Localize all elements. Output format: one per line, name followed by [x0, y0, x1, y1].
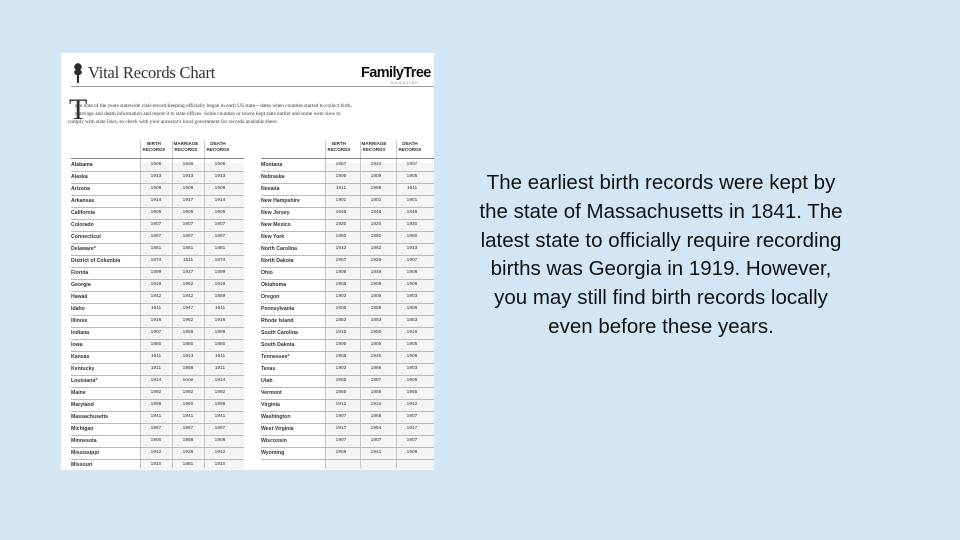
- birth-records-year: 1916: [150, 318, 162, 323]
- table-row: [261, 315, 434, 327]
- death-records-year: 1898: [214, 402, 226, 407]
- marriage-records-year: 1913: [182, 174, 194, 179]
- table-row: [71, 159, 244, 171]
- marriage-records-year: 1881: [182, 462, 194, 467]
- column-header: DEATH RECORDS: [398, 141, 422, 152]
- table-row: [261, 399, 434, 411]
- state-name: Washington: [261, 414, 291, 420]
- death-records-year: 1859: [214, 294, 226, 299]
- death-records-year: 1907: [406, 162, 418, 167]
- death-records-year: 1907: [406, 438, 418, 443]
- marriage-records-year: 1897: [182, 234, 194, 239]
- birth-records-year: 1906: [335, 306, 347, 311]
- state-name: Nevada: [261, 186, 280, 192]
- death-records-year: 1919: [214, 282, 226, 287]
- state-name: Alaska: [71, 174, 88, 180]
- marriage-records-year: 1943: [370, 162, 382, 167]
- birth-records-year: 1917: [335, 426, 347, 431]
- birth-records-year: 1898: [150, 402, 162, 407]
- death-records-year: 1899: [214, 330, 226, 335]
- state-name: Montana: [261, 162, 283, 168]
- birth-records-year: 1842: [150, 294, 162, 299]
- table-row: [71, 231, 244, 243]
- state-name: Delaware*: [71, 246, 96, 252]
- state-name: New Mexico: [261, 222, 291, 228]
- birth-records-year: 1912: [335, 402, 347, 407]
- state-name: Nebraska: [261, 174, 285, 180]
- death-records-year: 1905: [214, 210, 226, 215]
- death-records-year: 1897: [214, 426, 226, 431]
- birth-records-year: 1914: [150, 378, 162, 383]
- birth-records-year: 1874: [150, 258, 162, 263]
- state-name: Alabama: [71, 162, 93, 168]
- birth-records-year: 1907: [335, 258, 347, 263]
- state-name: Texas: [261, 366, 276, 372]
- brand-subtitle: MAGAZINE: [391, 81, 419, 85]
- birth-records-year: 1908: [335, 282, 347, 287]
- table-row: [261, 351, 434, 363]
- death-records-year: 1880: [214, 342, 226, 347]
- table-row: [261, 435, 434, 447]
- birth-records-year: 1913: [335, 246, 347, 251]
- birth-records-year: 1920: [335, 222, 347, 227]
- marriage-records-year: 1853: [370, 318, 382, 323]
- birth-records-year: 1909: [335, 450, 347, 455]
- death-records-year: 1905: [406, 174, 418, 179]
- state-name: Ohio: [261, 270, 273, 276]
- table-row: [261, 159, 434, 171]
- state-name: Massachusetts: [71, 414, 109, 420]
- death-records-year: 1848: [406, 210, 418, 215]
- death-records-year: 1913: [406, 246, 418, 251]
- state-name: California: [71, 210, 95, 216]
- state-name: Maryland: [71, 402, 94, 408]
- birth-records-year: 1905: [335, 174, 347, 179]
- marriage-records-year: 1947: [182, 306, 194, 311]
- table-row: [71, 459, 244, 470]
- state-name: Connecticut: [71, 234, 101, 240]
- marriage-records-year: 1912: [370, 402, 382, 407]
- table-row: [71, 279, 244, 291]
- chart-title: Vital Records Chart: [88, 63, 216, 82]
- state-name: Colorado: [71, 222, 94, 228]
- table-row: [261, 327, 434, 339]
- death-records-year: 1897: [214, 234, 226, 239]
- brand-logo: FamilyTree: [361, 65, 431, 81]
- death-records-year: 1908: [406, 282, 418, 287]
- state-name: West Virginia: [261, 426, 294, 432]
- death-records-year: 1908: [214, 162, 226, 167]
- intro-paragraph: [68, 102, 433, 126]
- birth-records-year: 1911: [150, 354, 162, 359]
- table-row: [261, 171, 434, 183]
- death-records-year: 1905: [406, 378, 418, 383]
- marriage-records-year: 1949: [370, 270, 382, 275]
- state-name: Mississippi: [71, 450, 99, 456]
- death-records-year: 1907: [406, 414, 418, 419]
- birth-records-year: 1880: [335, 234, 347, 239]
- death-records-year: 1911: [406, 186, 418, 191]
- death-records-year: 1910: [214, 462, 226, 467]
- state-name: Oregon: [261, 294, 280, 300]
- state-name: Maine: [71, 390, 86, 396]
- birth-records-year: 1897: [150, 234, 162, 239]
- intro-line: marriage and death information and report it to state offices. Some counties or towns kept stats earlier and some were slow to: [75, 111, 341, 117]
- chart-header: [71, 59, 215, 87]
- birth-records-year: 1901: [335, 198, 347, 203]
- marriage-records-year: 1962: [182, 318, 194, 323]
- death-records-year: 1909: [214, 186, 226, 191]
- table-row: [261, 375, 434, 387]
- marriage-records-year: 1909: [370, 174, 382, 179]
- column-header: DEATH RECORDS: [206, 141, 230, 152]
- marriage-records-year: 1917: [182, 198, 194, 203]
- table-row: [261, 183, 434, 195]
- death-records-year: 1920: [406, 222, 418, 227]
- table-row: [71, 171, 244, 183]
- marriage-records-year: 1905: [182, 210, 194, 215]
- marriage-records-year: 1936: [182, 162, 194, 167]
- marriage-records-year: 1887: [370, 378, 382, 383]
- header-divider: [261, 158, 434, 159]
- state-name: Kentucky: [71, 366, 95, 372]
- birth-records-year: 1907: [335, 162, 347, 167]
- state-name: North Dakota: [261, 258, 294, 264]
- marriage-records-year: 1867: [182, 426, 194, 431]
- table-row: [71, 327, 244, 339]
- death-records-year: 1908: [406, 354, 418, 359]
- vital-records-chart-image: [61, 53, 434, 470]
- birth-records-year: 1908: [335, 270, 347, 275]
- birth-records-year: 1955: [335, 390, 347, 395]
- birth-records-year: 1910: [150, 462, 162, 467]
- birth-records-year: 1905: [150, 210, 162, 215]
- marriage-records-year: 1955: [370, 390, 382, 395]
- state-name: Minnesota: [71, 438, 97, 444]
- table-row: [71, 399, 244, 411]
- birth-records-year: 1867: [150, 426, 162, 431]
- marriage-records-year: 1811: [182, 258, 194, 263]
- marriage-records-year: 1950: [182, 402, 194, 407]
- table-row: [261, 411, 434, 423]
- death-records-year: 1906: [406, 306, 418, 311]
- column-header: MARRIAGE RECORDS: [173, 141, 199, 152]
- state-name: Wisconsin: [261, 438, 287, 444]
- state-name: Illinois: [71, 318, 88, 324]
- table-row: [71, 207, 244, 219]
- table-row: [71, 183, 244, 195]
- table-row: [261, 267, 434, 279]
- birth-records-year: 1905: [335, 342, 347, 347]
- table-row: [261, 303, 434, 315]
- state-name: District of Columbia: [71, 258, 121, 264]
- table-row: [261, 423, 434, 435]
- table-row: [71, 375, 244, 387]
- state-name: South Carolina: [261, 330, 298, 336]
- state-name: Arkansas: [71, 198, 95, 204]
- state-name: Oklahoma: [261, 282, 287, 288]
- death-records-year: 1841: [214, 414, 226, 419]
- state-name: New Hampshire: [261, 198, 300, 204]
- birth-records-year: 1841: [150, 414, 162, 419]
- state-name: Virginia: [261, 402, 280, 408]
- table-row: [71, 267, 244, 279]
- birth-records-year: 1908: [150, 162, 162, 167]
- table-row: [261, 195, 434, 207]
- state-name: Louisiana*: [71, 378, 98, 384]
- death-records-year: 1955: [406, 390, 418, 395]
- table-row: [261, 387, 434, 399]
- marriage-records-year: 1880: [370, 234, 382, 239]
- birth-records-year: 1905: [335, 378, 347, 383]
- birth-records-year: 1907: [150, 330, 162, 335]
- state-name: Vermont: [261, 390, 282, 396]
- death-records-year: 1880: [406, 234, 418, 239]
- birth-records-year: 1900: [150, 438, 162, 443]
- birth-records-year: 1903: [335, 366, 347, 371]
- death-records-year: 1911: [214, 366, 226, 371]
- intro-line: comply with state laws, so check with your ancestor's local government for records available there.: [68, 119, 278, 125]
- death-records-year: 1915: [406, 330, 418, 335]
- state-name: Arizona: [71, 186, 91, 192]
- marriage-records-year: 1906: [370, 294, 382, 299]
- state-name: Pennsylvania: [261, 306, 295, 312]
- death-records-year: 1874: [214, 258, 226, 263]
- marriage-records-year: 1913: [182, 354, 194, 359]
- table-row: [261, 207, 434, 219]
- table-row: [71, 315, 244, 327]
- state-name: Georgia: [71, 282, 91, 288]
- table-row: [261, 255, 434, 267]
- table-row: [71, 291, 244, 303]
- table-row: [261, 279, 434, 291]
- state-name: North Carolina: [261, 246, 298, 252]
- table-row: [71, 411, 244, 423]
- table-row: [71, 363, 244, 375]
- death-records-year: 1907: [406, 258, 418, 263]
- birth-records-year: 1911: [150, 366, 162, 371]
- marriage-records-year: 1958: [182, 330, 194, 335]
- death-records-year: 1901: [406, 198, 418, 203]
- slide-caption: The earliest birth records were kept by the state of Massachusetts in 1841. The latest state to officially require recording births was Georgia in 1919. However, you may still find birth records locally even before these years.: [479, 171, 843, 338]
- marriage-records-year: 1941: [370, 450, 382, 455]
- death-records-year: 1916: [214, 318, 226, 323]
- row-divider: [261, 459, 434, 460]
- birth-records-year: 1919: [150, 282, 162, 287]
- marriage-records-year: 1920: [370, 222, 382, 227]
- marriage-records-year: 1964: [370, 426, 382, 431]
- marriage-records-year: 1880: [182, 342, 194, 347]
- column-header: BIRTH RECORDS: [142, 141, 166, 152]
- death-records-year: 1917: [406, 426, 418, 431]
- state-name: New Jersey: [261, 210, 290, 216]
- state-name: Michigan: [71, 426, 94, 432]
- table-row: [261, 291, 434, 303]
- birth-records-year: 1909: [150, 186, 162, 191]
- death-records-year: 1899: [214, 270, 226, 275]
- marriage-records-year: 1892: [182, 390, 194, 395]
- birth-records-year: 1912: [150, 450, 162, 455]
- death-records-year: 1881: [214, 246, 226, 251]
- marriage-records-year: 1926: [182, 450, 194, 455]
- marriage-records-year: 1962: [370, 246, 382, 251]
- birth-records-year: 1899: [150, 270, 162, 275]
- marriage-records-year: 1841: [182, 414, 194, 419]
- birth-records-year: 1853: [335, 318, 347, 323]
- state-name: Indiana: [71, 330, 90, 336]
- table-row: [261, 231, 434, 243]
- death-records-year: 1912: [406, 402, 418, 407]
- birth-records-year: 1892: [150, 390, 162, 395]
- state-name: Iowa: [71, 342, 83, 348]
- table-row: [71, 423, 244, 435]
- death-records-year: 1903: [406, 366, 418, 371]
- marriage-records-year: 1861: [182, 246, 194, 251]
- birth-records-year: 1911: [150, 306, 162, 311]
- birth-records-year: 1911: [335, 186, 347, 191]
- marriage-records-year: 1952: [182, 282, 194, 287]
- death-records-year: 1909: [406, 450, 418, 455]
- state-name: Missouri: [71, 462, 93, 468]
- state-name: Wyoming: [261, 450, 285, 456]
- table-row: [71, 243, 244, 255]
- birth-records-year: 1861: [150, 246, 162, 251]
- death-records-year: 1911: [214, 354, 226, 359]
- marriage-records-year: 1968: [370, 414, 382, 419]
- table-row: [261, 243, 434, 255]
- table-row: [71, 255, 244, 267]
- marriage-records-year: 1958: [182, 366, 194, 371]
- table-row: [71, 387, 244, 399]
- family-tree-logo-icon: [71, 62, 85, 84]
- birth-records-year: 1907: [150, 222, 162, 227]
- state-name: New York: [261, 234, 285, 240]
- death-records-year: 1892: [214, 390, 226, 395]
- column-header: BIRTH RECORDS: [327, 141, 351, 152]
- state-name: South Dakota: [261, 342, 295, 348]
- birth-records-year: 1915: [335, 330, 347, 335]
- table-row: [71, 351, 244, 363]
- column-header: MARRIAGE RECORDS: [361, 141, 387, 152]
- table-row: [71, 447, 244, 459]
- death-records-year: 1905: [406, 342, 418, 347]
- table-row: [261, 447, 434, 459]
- intro-line: ake note of the years statewide vital-record-keeping officially began in each US state—dates when counties started to collect birth,: [75, 103, 352, 109]
- death-records-year: 1853: [406, 318, 418, 323]
- state-name: Idaho: [71, 306, 85, 312]
- birth-records-year: 1907: [335, 438, 347, 443]
- table-row: [261, 363, 434, 375]
- marriage-records-year: 1907: [370, 438, 382, 443]
- marriage-records-year: 1908: [370, 282, 382, 287]
- marriage-records-year: 1909: [182, 186, 194, 191]
- marriage-records-year: 1927: [182, 270, 194, 275]
- birth-records-year: 1903: [335, 294, 347, 299]
- marriage-records-year: 1842: [182, 294, 194, 299]
- state-name: Kansas: [71, 354, 90, 360]
- marriage-records-year: 1968: [370, 186, 382, 191]
- marriage-records-year: 1950: [370, 330, 382, 335]
- table-row: [71, 339, 244, 351]
- header-rule: [71, 86, 434, 87]
- state-name: Rhode Island: [261, 318, 294, 324]
- death-records-year: 1907: [214, 222, 226, 227]
- table-row: [261, 339, 434, 351]
- marriage-records-year: 1907: [182, 222, 194, 227]
- state-name: Tennessee*: [261, 354, 290, 360]
- state-name: Hawaii: [71, 294, 88, 300]
- intro-dropcap: T: [69, 93, 88, 126]
- death-records-year: 1914: [214, 198, 226, 203]
- death-records-year: 1908: [214, 438, 226, 443]
- marriage-records-year: none: [182, 378, 194, 383]
- table-row: [71, 219, 244, 231]
- marriage-records-year: 1901: [370, 198, 382, 203]
- death-records-year: 1908: [406, 270, 418, 275]
- death-records-year: 1903: [406, 294, 418, 299]
- table-row: [71, 303, 244, 315]
- marriage-records-year: 1945: [370, 354, 382, 359]
- death-records-year: 1913: [214, 174, 226, 179]
- marriage-records-year: 1925: [370, 258, 382, 263]
- header-divider: [71, 158, 244, 159]
- birth-records-year: 1848: [335, 210, 347, 215]
- marriage-records-year: 1966: [370, 366, 382, 371]
- birth-records-year: 1907: [335, 414, 347, 419]
- marriage-records-year: 1958: [182, 438, 194, 443]
- death-records-year: 1914: [214, 378, 226, 383]
- state-name: Utah: [261, 378, 273, 384]
- death-records-year: 1912: [214, 450, 226, 455]
- death-records-year: 1911: [214, 306, 226, 311]
- marriage-records-year: 1905: [370, 342, 382, 347]
- table-row: [71, 435, 244, 447]
- table-row: [71, 195, 244, 207]
- birth-records-year: 1880: [150, 342, 162, 347]
- birth-records-year: 1908: [335, 354, 347, 359]
- table-row: [261, 219, 434, 231]
- marriage-records-year: 1885: [370, 306, 382, 311]
- marriage-records-year: 1848: [370, 210, 382, 215]
- state-name: Florida: [71, 270, 89, 276]
- birth-records-year: 1914: [150, 198, 162, 203]
- birth-records-year: 1913: [150, 174, 162, 179]
